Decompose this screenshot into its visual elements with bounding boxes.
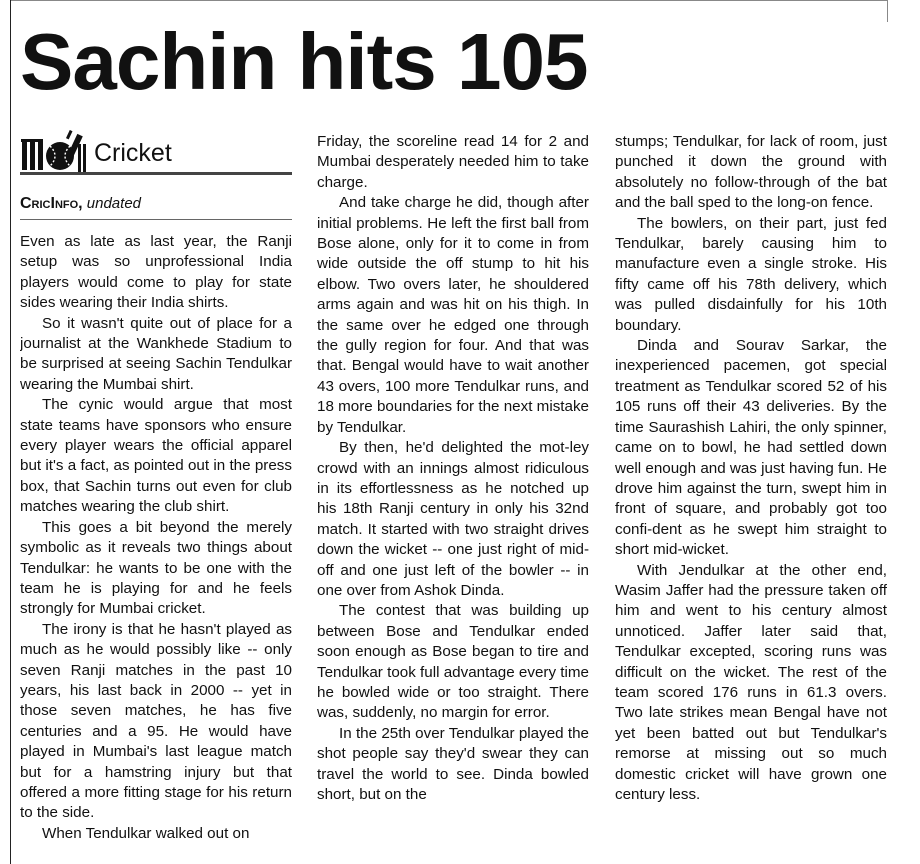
paragraph: The cynic would argue that most state teams have sponsors who ensure every player wears the official apparel but it's a fact, as pointed out in the press box, that Sachin turns out even for club matches wearing the club shirt.	[20, 396, 292, 516]
paragraph: So it wasn't quite out of place for a journalist at the Wankhede Stadium to be surprised at seeing Sachin Tendulkar wearing the Mumbai shirt.	[20, 314, 292, 393]
paragraph: stumps; Tendulkar, for lack of room, just punched it down the ground with absolutely no follow-through of the bat and the ball sped to the long-on fence.	[615, 133, 887, 212]
cricket-stumps-ball-icon	[20, 130, 90, 172]
paragraph: Friday, the scoreline read 14 for 2 and Mumbai desperately needed him to take charge.	[317, 133, 589, 191]
paragraph: The contest that was building up between Bose and Tendulkar ended soon enough as Bose began to tire and Tendulkar took full advantage every time he bowled wide or too straight. There was, suddenly, no margin for error.	[317, 602, 589, 722]
left-border-rule	[10, 0, 11, 864]
article-column-3	[615, 132, 887, 832]
paragraph: And take charge he did, though after initial problems. He left the first ball from Bose alone, only for it to come in from wide outside the off stump to hit his elbow. Two overs later, he shouldered arms again and was hit on his thigh. In the same over he edged one through the gully region for four. And that was that. Bengal would have to wait another 43 overs, 100 more Tendulkar runs, and 18 more boundaries for the next mistake by Tendulkar.	[317, 194, 589, 436]
headline: Sachin hits 105	[20, 17, 588, 106]
byline-source: CricInfo,	[20, 195, 83, 212]
section-header	[20, 128, 292, 180]
section-rule	[20, 172, 292, 175]
paragraph: Even as late as last year, the Ranji setup was so unprofessional India players would come to play for state sides wearing their India shirts.	[20, 233, 292, 312]
byline-rule	[20, 219, 292, 220]
paragraph: This goes a bit beyond the merely symbolic as it reveals two things about Tendulkar: he wants to be one with the team he is playing for and he feels strongly for Mumbai cricket.	[20, 518, 292, 618]
paragraph: The bowlers, on their part, just fed Tendulkar, barely causing him to manufacture even a single stroke. His fifty came off his 78th delivery, which was pulled disdainfully for his 10th boundary.	[615, 214, 887, 334]
paragraph: In the 25th over Tendulkar played the shot people say they'd swear they can travel the world to see. Dinda bowled short, but on the	[317, 724, 589, 803]
paragraph: By then, he'd delighted the mot-ley crowd with an innings almost ridiculous in its effortlessness as he notched up his 18th Ranji century in only his 32nd match. It started with two straight drives down the wicket -- one just right of mid-off and one just left of the bowler -- in one over from Ashok Dinda.	[317, 439, 589, 599]
byline	[20, 194, 141, 214]
top-border-rule	[10, 0, 888, 1]
paragraph: Dinda and Sourav Sarkar, the inexperienced pacemen, got special treatment as Tendulkar scored 52 of his 105 runs off their 43 deliveries. By the time Saurashish Lahiri, the only spinner, came on to bowl, he had settled down well enough and was just having fun. He drove him against the turn, swept him in front of square, and probably got too confi-dent as he swept him straight to short mid-wicket.	[615, 337, 887, 559]
right-border-rule	[887, 0, 888, 22]
paragraph: The irony is that he hasn't played as much as he would possibly like -- only seven Ranji matches in the past 10 years, his last back in 2000 -- yet in those seven matches, he has five centuries and a 95. He would have played in Mumbai's last league match but for a hamstring injury but that offered a more fitting stage for his return to the side.	[20, 620, 292, 822]
paragraph: When Tendulkar walked out on	[42, 824, 250, 842]
paragraph: With Jendulkar at the other end, Wasim Jaffer had the pressure taken off him and went to his century almost unnoticed. Jaffer later said that, Tendulkar excepted, scoring runs was difficult on the wicket. The rest of the team scored 176 runs in 61.3 overs. Two late strikes mean Bengal have not yet been batted out but Tendulkar's remorse at missing out so much domestic cricket will have grown one century less.	[615, 561, 887, 803]
byline-date: undated	[86, 195, 142, 212]
article-column-1	[20, 232, 292, 864]
section-label: Cricket	[94, 139, 172, 167]
article-column-2	[317, 132, 589, 864]
